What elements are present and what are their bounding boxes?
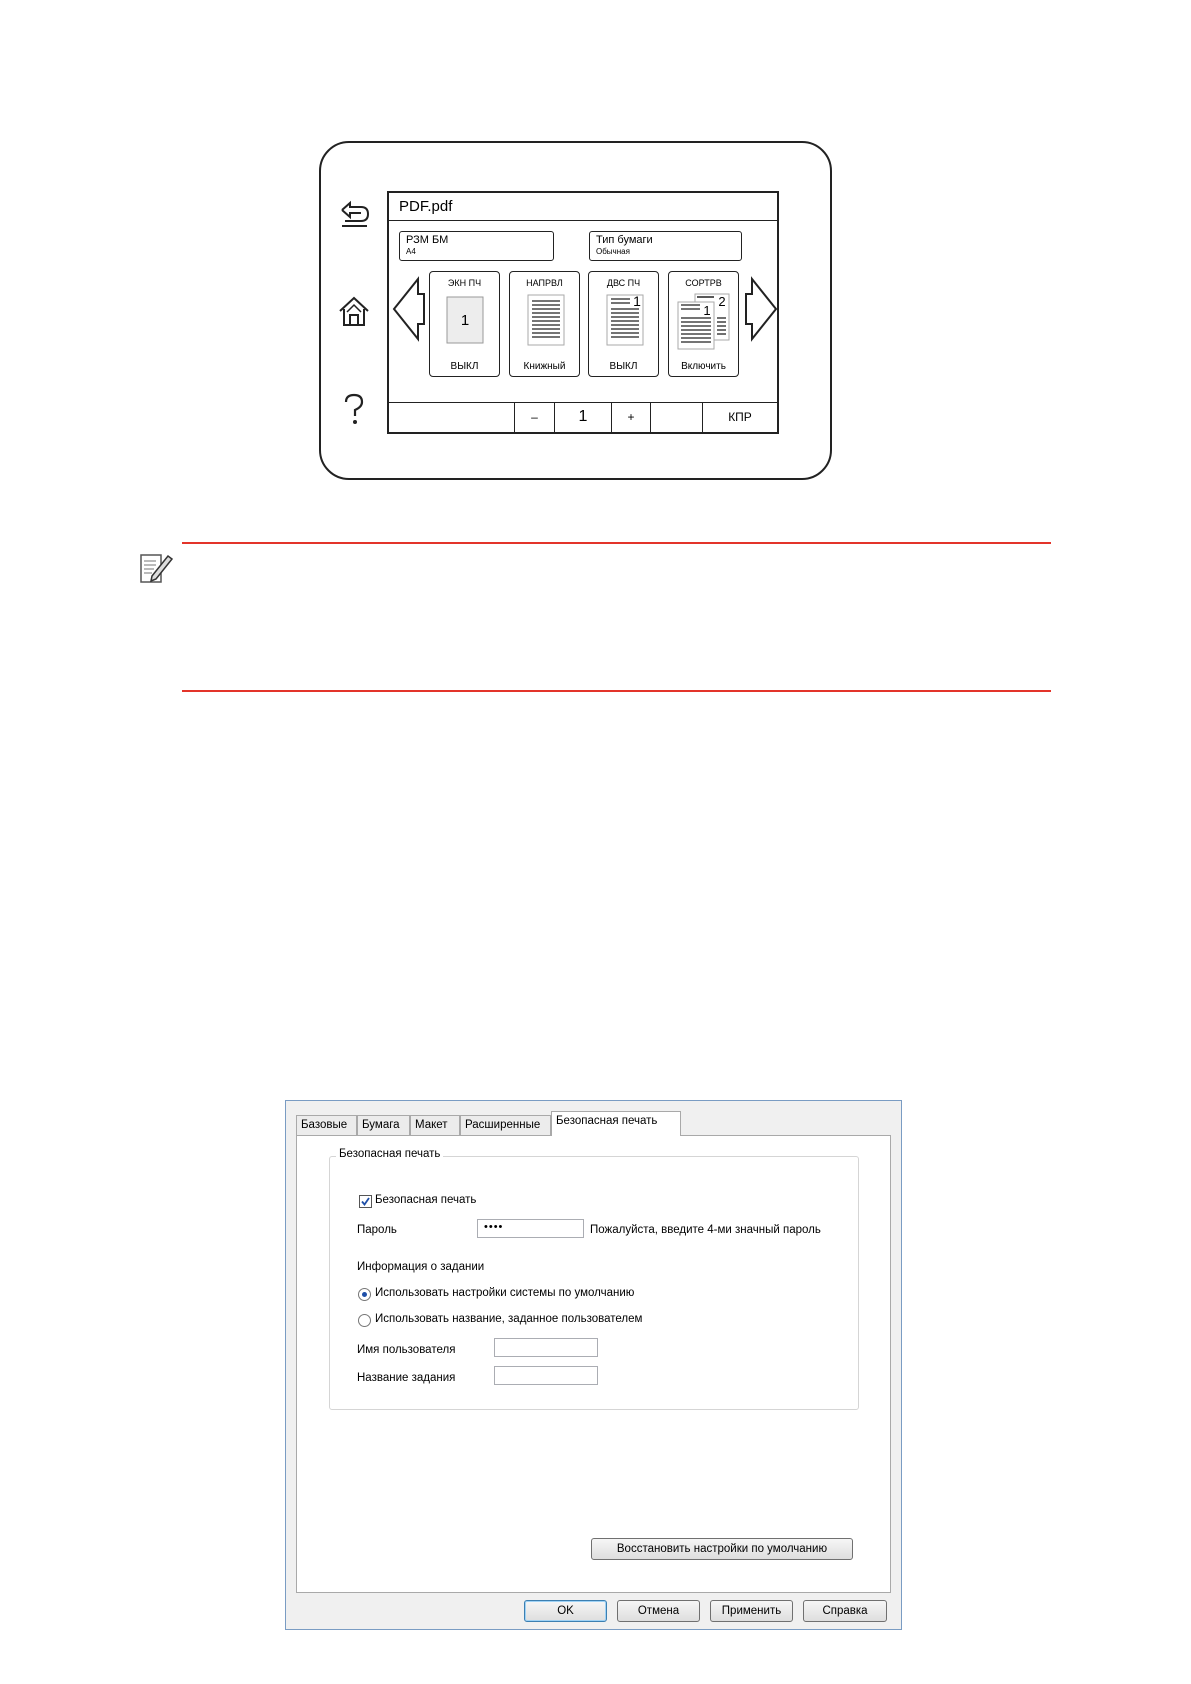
secure-print-group [329, 1148, 859, 1410]
secure-print-dialog [285, 1100, 902, 1630]
paper-type-value: Обычная [596, 247, 630, 256]
copy-bar [389, 402, 777, 432]
card-status: ВЫКЛ [450, 361, 479, 372]
card-status: Включить [681, 361, 726, 372]
card-title: НАПРВЛ [526, 278, 563, 288]
home-icon[interactable] [337, 295, 371, 329]
use-custom-label: Использовать название, заданное пользователем [375, 1313, 643, 1325]
collate-pages-icon [669, 292, 740, 352]
password-hint: Пожалуйста, введите 4-ми значный пароль [590, 1224, 821, 1236]
apply-button[interactable]: Применить [710, 1600, 793, 1622]
jobname-label: Название задания [357, 1372, 456, 1384]
copies-count: 1 [554, 403, 611, 432]
card-title: СОРТРВ [685, 278, 722, 288]
collate-card[interactable] [668, 271, 739, 377]
orientation-card[interactable] [509, 271, 580, 377]
card-status: Книжный [523, 361, 566, 372]
card-digit-front: 1 [703, 303, 711, 318]
help-icon[interactable] [337, 392, 371, 426]
portrait-page-icon [510, 292, 581, 352]
card-title: ДВС ПЧ [606, 278, 641, 288]
card-digit: 1 [460, 312, 470, 329]
help-button[interactable]: Справка [803, 1600, 887, 1622]
restore-defaults-button[interactable]: Восстановить настройки по умолчанию [591, 1538, 853, 1560]
paper-size-button[interactable] [399, 231, 554, 261]
cancel-button[interactable]: Отмена [617, 1600, 700, 1622]
decrease-copies-button[interactable]: – [514, 403, 554, 432]
card-digit: 1 [633, 293, 641, 309]
tab-basic[interactable]: Базовые [296, 1115, 357, 1135]
copy-button[interactable]: КПР [702, 403, 777, 432]
increase-copies-button[interactable]: + [611, 403, 650, 432]
toner-save-card[interactable] [429, 271, 500, 377]
back-arrow-icon[interactable] [337, 198, 371, 232]
paper-type-button[interactable] [589, 231, 742, 261]
duplex-page-icon [589, 292, 660, 352]
username-input[interactable] [494, 1338, 598, 1357]
card-status: ВЫКЛ [609, 361, 638, 372]
note-top-rule [182, 542, 1051, 544]
group-title: Безопасная печать [336, 1148, 443, 1160]
page-number-1-icon [430, 292, 501, 352]
tab-page [296, 1135, 891, 1593]
touch-screen [387, 191, 779, 434]
password-label: Пароль [357, 1224, 397, 1236]
jobname-input[interactable] [494, 1366, 598, 1385]
use-default-label: Использовать настройки системы по умолчанию [375, 1287, 635, 1299]
screen-title: PDF.pdf [389, 193, 777, 221]
tab-paper[interactable]: Бумага [357, 1115, 410, 1135]
card-title: ЭКН ПЧ [447, 278, 482, 288]
duplex-card[interactable] [588, 271, 659, 377]
tab-advanced[interactable]: Расширенные [460, 1115, 551, 1135]
paper-type-label: Тип бумаги [596, 234, 653, 246]
use-default-radio[interactable] [358, 1288, 371, 1301]
checkmark-icon [360, 1196, 371, 1207]
secure-print-label: Безопасная печать [375, 1194, 477, 1206]
paper-size-value: A4 [406, 247, 416, 256]
note-bottom-rule [182, 690, 1051, 692]
tab-layout[interactable]: Макет [410, 1115, 460, 1135]
secure-print-checkbox[interactable] [359, 1195, 372, 1208]
use-custom-radio[interactable] [358, 1314, 371, 1327]
job-info-label: Информация о задании [357, 1261, 485, 1273]
paper-size-label: РЗМ БМ [406, 234, 449, 246]
tab-secure-print[interactable]: Безопасная печать [551, 1111, 681, 1136]
password-input[interactable]: •••• [477, 1219, 584, 1238]
username-label: Имя пользователя [357, 1344, 456, 1356]
empty-cell [650, 403, 702, 432]
ok-button[interactable]: OK [524, 1600, 607, 1622]
note-pencil-icon [138, 550, 174, 586]
card-digit-back: 2 [718, 294, 726, 309]
